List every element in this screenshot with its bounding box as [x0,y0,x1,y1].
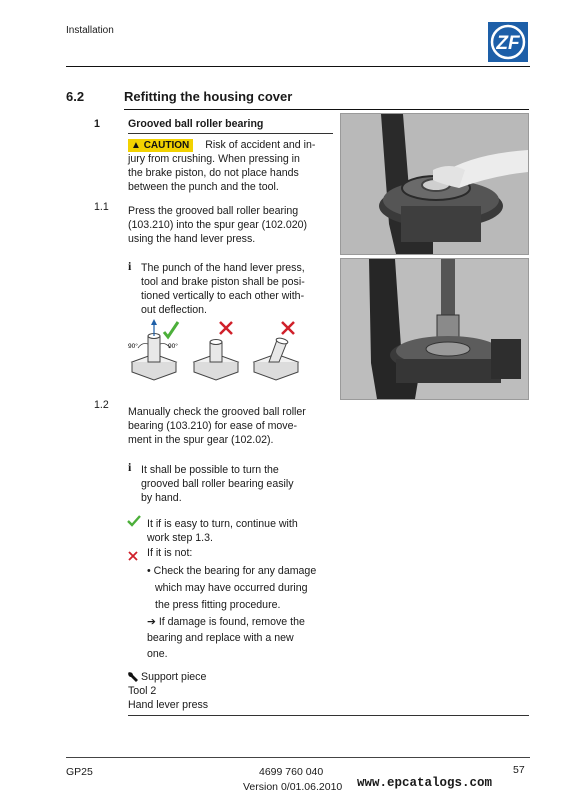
photo-bearing-by-hand [340,113,529,255]
step-1-2-info: It shall be possible to turn the grooved ball roller bearing easily by hand. [141,464,294,504]
step-1-number: 1 [94,118,100,130]
section-rule [124,109,529,110]
step-1-title: Grooved ball roller bearing [128,118,264,130]
step-1-1-number: 1.1 [94,201,109,213]
cross-icon [128,548,138,558]
step-1-2-number: 1.2 [94,399,109,411]
section-number: 6.2 [66,89,85,104]
footer-website: www.epcatalogs.com [357,776,493,790]
step-1-rule [128,133,333,134]
caution-block: ▲ CAUTION Risk of accident and in- jury from crushing. When pressing in the brake piston, do not place hands between the punch and the tool. [128,139,316,193]
svg-text:90°: 90° [128,343,138,350]
caution-badge: ▲ CAUTION [128,139,193,152]
incorrect-alignment-figure-1 [194,322,238,380]
header-rule [66,66,530,67]
zf-logo [488,22,528,62]
damage-action: ➔ If damage is found, remove the bearing and replace with a new one. [147,616,305,660]
info-icon: i [128,259,132,273]
svg-text:90°: 90° [168,343,178,350]
tools-list-cont: Tool 2 Hand lever press [128,685,209,711]
footer-model: GP25 [66,766,93,778]
tools-rule [128,715,529,716]
incorrect-alignment-figure-2 [254,322,298,380]
footer-version: Version 0/01.06.2010 [243,781,343,793]
step-1-1-text: Press the grooved ball roller bearing (103.210) into the spur gear (102.020) using the hand lever press. [128,205,308,245]
check-icon [127,514,141,526]
warning-icon: ▲ [131,140,144,151]
wrench-icon [127,670,139,682]
footer-doc-number: 4699 760 040 [259,766,324,778]
header-section-label: Installation [66,25,114,36]
correct-alignment-figure [128,319,178,380]
footer-rule [66,757,530,758]
ok-instruction: It if is easy to turn, continue with work step 1.3. [147,518,298,544]
footer-page-number: 57 [513,764,525,776]
bullet-dot: • [147,565,151,577]
svg-text:ZF: ZF [496,33,520,54]
not-ok-label: If it is not: [147,547,193,559]
photo-hand-lever-press [340,258,529,400]
tools-list: Support piece [141,671,207,683]
info-icon: i [128,460,132,474]
alignment-diagram [128,318,303,384]
section-title: Refitting the housing cover [124,89,293,104]
damage-check-bullet: • Check the bearing for any damage which may have occurred during the press fitting procedure. [147,565,317,611]
step-1-1-info: The punch of the hand lever press, tool and brake piston shall be posi- tioned vertically to each other with- out deflection. [141,262,305,316]
step-1-2-text: Manually check the grooved ball roller bearing (103.210) for ease of move- ment in the spur gear (102.02). [128,406,306,446]
